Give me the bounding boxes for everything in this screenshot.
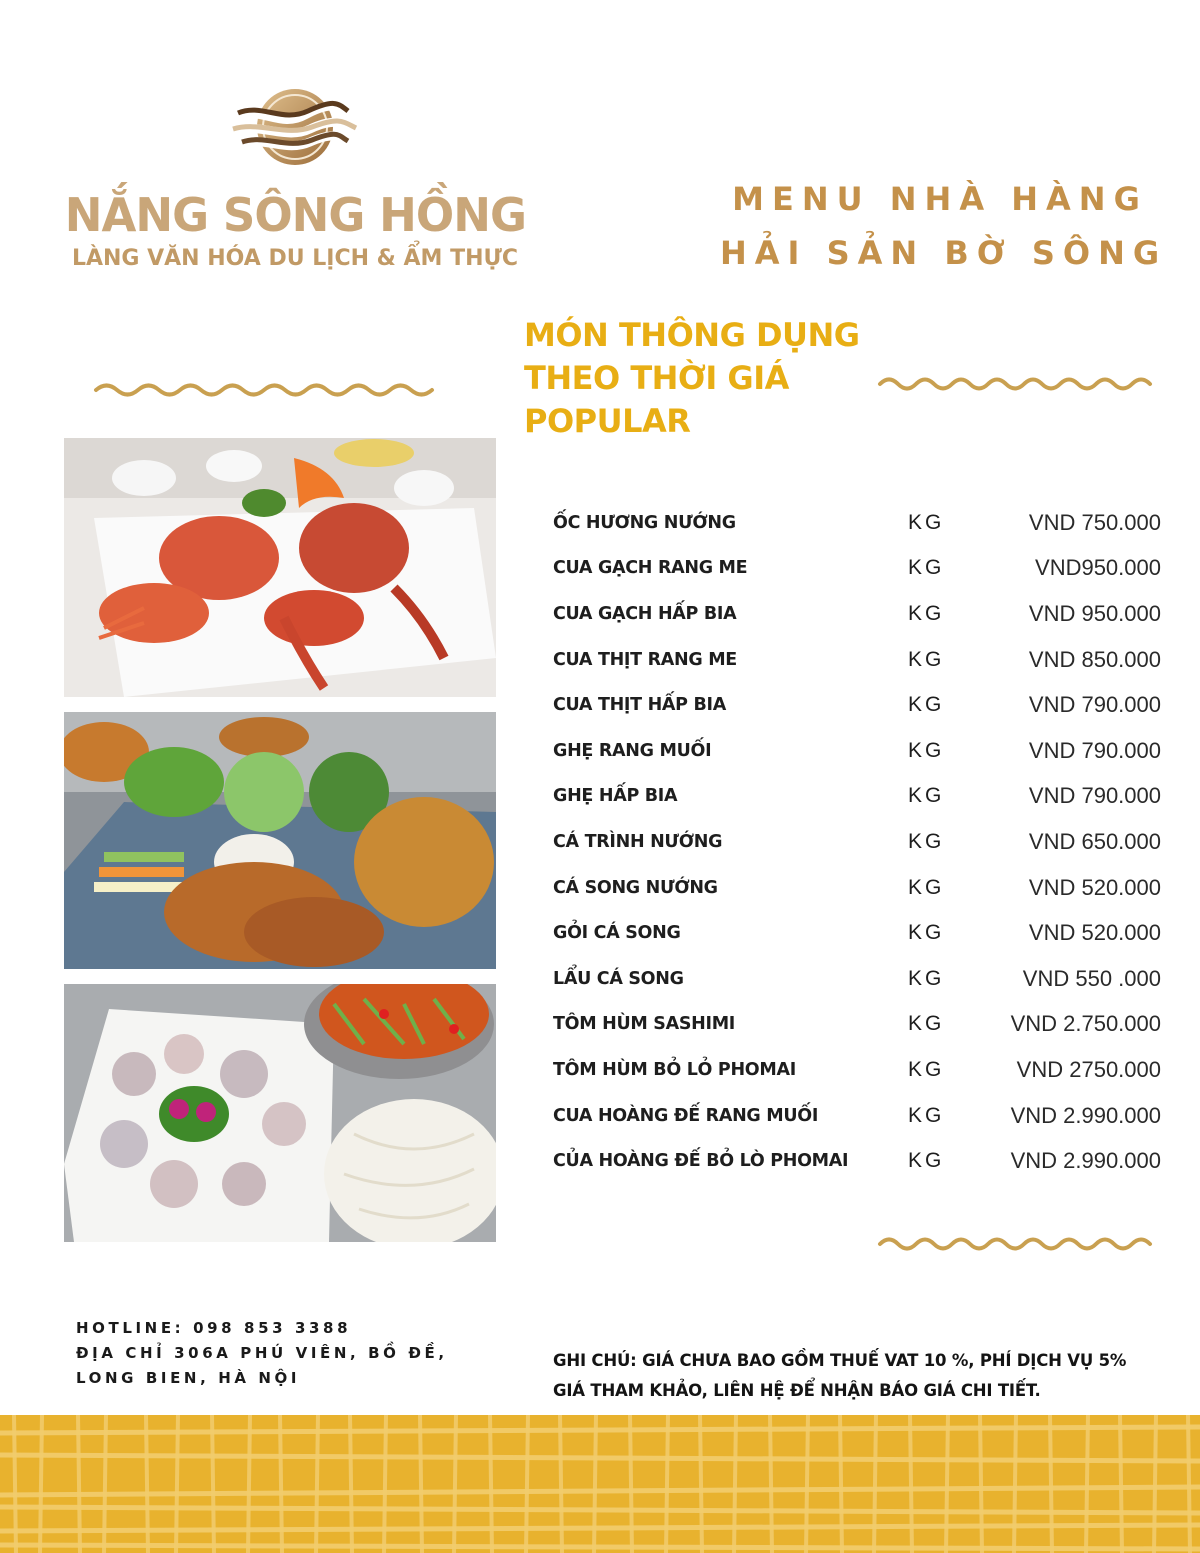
- menu-item: [553, 1047, 1163, 1093]
- item-price: VND 850.000: [1028, 646, 1161, 672]
- crab-dish-photo: [64, 438, 496, 697]
- item-name: CÁ TRÌNH NƯỚNG: [553, 831, 723, 852]
- item-unit: KG: [908, 829, 945, 853]
- title-line-2: HẢI SẢN BỜ SÔNG: [720, 234, 1168, 272]
- item-price: VND 2.990.000: [1010, 1102, 1161, 1128]
- item-unit: KG: [908, 693, 945, 717]
- item-price: VND 2.750.000: [1010, 1011, 1161, 1037]
- item-unit: KG: [908, 1012, 945, 1036]
- menu-item: [553, 728, 1163, 774]
- item-name: CUA GẠCH HẤP BIA: [553, 603, 737, 624]
- address-line-2: LONG BIEN, HÀ NỘI: [76, 1369, 301, 1387]
- item-unit: KG: [908, 556, 945, 580]
- menu-list: [553, 500, 1163, 1184]
- item-name: GHẸ RANG MUỐI: [553, 740, 712, 761]
- item-name: TÔM HÙM SASHIMI: [553, 1014, 736, 1035]
- item-unit: KG: [908, 966, 945, 990]
- menu-item: [553, 865, 1163, 911]
- item-price: VND 950.000: [1028, 600, 1161, 626]
- wave-divider-right-bottom: [876, 1234, 1164, 1254]
- item-name: CUA HOÀNG ĐẾ RANG MUỐI: [553, 1105, 819, 1126]
- item-unit: KG: [908, 921, 945, 945]
- menu-item: [553, 637, 1163, 683]
- item-name: GHẸ HẤP BIA: [553, 786, 678, 807]
- item-price: VND 790.000: [1028, 737, 1161, 763]
- section-heading-line-2: THEO THỜI GIÁ: [524, 359, 789, 397]
- hotline: HOTLINE: 098 853 3388: [76, 1319, 352, 1337]
- menu-item: [553, 1093, 1163, 1139]
- brand-logo: [60, 80, 530, 280]
- menu-item: [553, 546, 1163, 592]
- item-price: VND 2750.000: [1016, 1056, 1161, 1082]
- section-heading-line-1: MÓN THÔNG DỤNG: [524, 316, 860, 354]
- item-name: ỐC HƯƠNG NƯỚNG: [553, 512, 736, 533]
- item-price: VND 520.000: [1028, 874, 1161, 900]
- item-unit: KG: [908, 647, 945, 671]
- item-unit: KG: [908, 1057, 945, 1081]
- menu-item: [553, 1002, 1163, 1048]
- item-price: VND 520.000: [1028, 920, 1161, 946]
- brand-name: NẮNG SÔNG HỒNG: [64, 188, 527, 242]
- item-unit: KG: [908, 510, 945, 534]
- item-name: CÁ SONG NƯỚNG: [553, 877, 718, 898]
- price-note: [553, 1346, 1126, 1406]
- item-unit: KG: [908, 601, 945, 625]
- item-unit: KG: [908, 738, 945, 762]
- item-price: VND 650.000: [1028, 828, 1161, 854]
- item-name: TÔM HÙM BỎ LỎ PHOMAI: [553, 1059, 796, 1080]
- item-name: CUA GẠCH RANG ME: [553, 558, 748, 579]
- decorative-plaid-band: [0, 1415, 1200, 1553]
- section-heading: [524, 314, 860, 443]
- grilled-fish-photo: [64, 712, 496, 969]
- menu-item: [553, 591, 1163, 637]
- note-line-2: GIÁ THAM KHẢO, LIÊN HỆ ĐỂ NHẬN BÁO GIÁ CHI TIẾT.: [553, 1381, 1041, 1400]
- item-unit: KG: [908, 1149, 945, 1173]
- item-name: CỦA HOÀNG ĐẾ BỎ LÒ PHOMAI: [553, 1151, 849, 1172]
- fish-hotpot-photo: [64, 984, 496, 1242]
- item-price: VND 790.000: [1028, 692, 1161, 718]
- note-line-1: GHI CHÚ: GIÁ CHƯA BAO GỒM THUẾ VAT 10 %, PHÍ DỊCH VỤ 5%: [553, 1351, 1127, 1370]
- item-price: VND 2.990.000: [1010, 1148, 1161, 1174]
- menu-item: [553, 500, 1163, 546]
- brand-tagline: LÀNG VĂN HÓA DU LỊCH & ẨM THỰC: [71, 246, 519, 271]
- wave-divider-left: [92, 380, 440, 400]
- item-price: VND 790.000: [1028, 783, 1161, 809]
- title-line-1: MENU NHÀ HÀNG: [732, 180, 1148, 218]
- menu-title: [720, 172, 1168, 280]
- wave-divider-right-top: [876, 374, 1164, 394]
- item-name: GỎI CÁ SONG: [553, 923, 681, 944]
- contact-info: [76, 1316, 448, 1391]
- menu-item: [553, 774, 1163, 820]
- menu-item: [553, 956, 1163, 1002]
- menu-item: [553, 682, 1163, 728]
- wave-sun-logo-icon: [230, 85, 360, 170]
- item-unit: KG: [908, 784, 945, 808]
- item-unit: KG: [908, 875, 945, 899]
- section-heading-line-3: POPULAR: [524, 402, 691, 440]
- menu-item: [553, 1138, 1163, 1184]
- address-line-1: ĐỊA CHỈ 306A PHÚ VIÊN, BỒ ĐỀ,: [76, 1344, 448, 1362]
- item-unit: KG: [908, 1103, 945, 1127]
- item-name: CUA THỊT HẤP BIA: [553, 695, 726, 716]
- menu-item: [553, 819, 1163, 865]
- item-price: VND950.000: [1035, 555, 1161, 581]
- item-name: CUA THỊT RANG ME: [553, 649, 737, 670]
- item-name: LẨU CÁ SONG: [553, 968, 684, 989]
- menu-item: [553, 910, 1163, 956]
- item-price: VND 750.000: [1028, 509, 1161, 535]
- item-price: VND 550 .000: [1022, 965, 1161, 991]
